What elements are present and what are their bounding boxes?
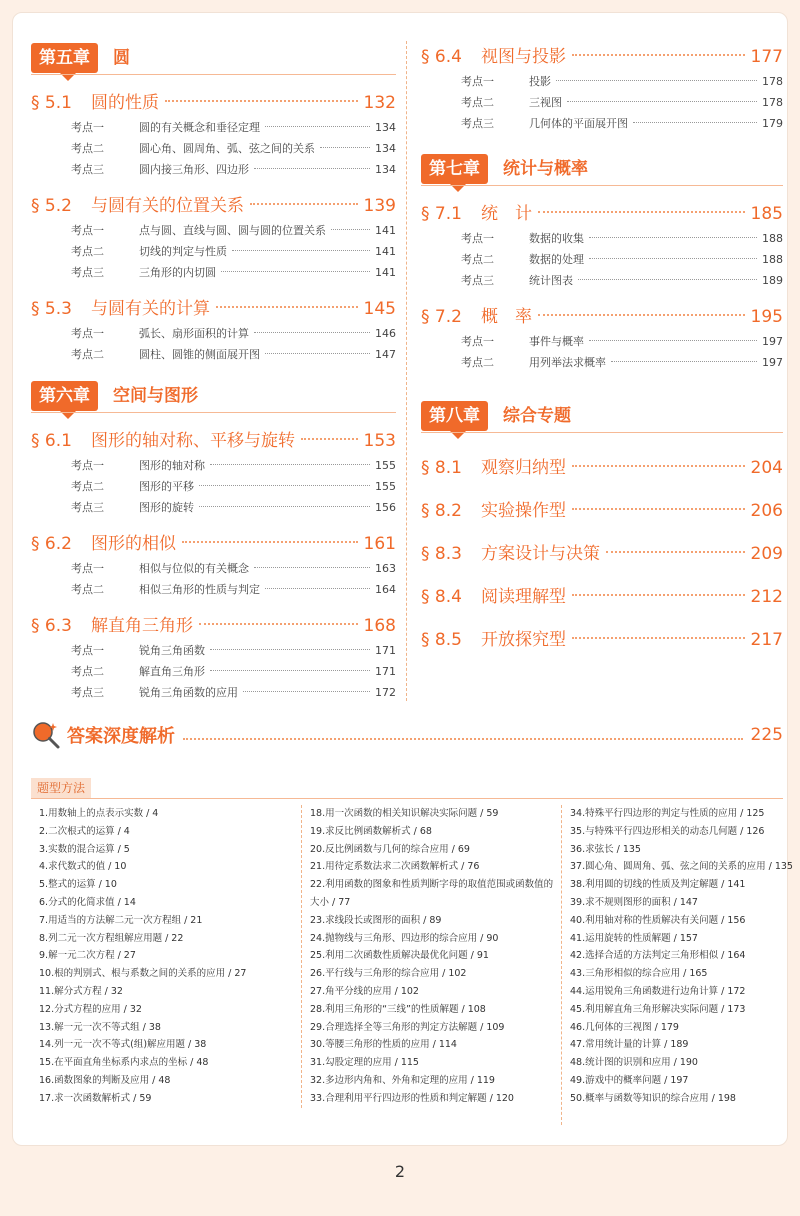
dot-leader — [250, 203, 358, 205]
section-title: 图形的相似 — [91, 534, 176, 554]
section-title: 观察归纳型 — [481, 458, 566, 478]
point-page: 197 — [762, 356, 783, 369]
point-page: 134 — [375, 121, 396, 134]
method-item[interactable]: 14.列一元一次不等式(组)解应用题 / 38 — [39, 1039, 207, 1051]
toc-card — [12, 12, 793, 1146]
point-title: 数据的收集 — [529, 232, 584, 245]
point-title: 点与圆、直线与圆、圆与圆的位置关系 — [139, 224, 326, 237]
dot-leader — [232, 250, 370, 251]
section-7-2[interactable] — [421, 303, 783, 331]
method-item[interactable]: 9.解一元二次方程 / 27 — [39, 950, 136, 962]
method-item[interactable]: 10.根的判别式、根与系数之间的关系的应用 / 27 — [39, 968, 247, 980]
dot-leader — [572, 594, 745, 596]
section-6-2[interactable] — [31, 530, 396, 558]
methods-rule — [31, 798, 783, 799]
method-item[interactable]: 26.平行线与三角形的综合应用 / 102 — [310, 968, 467, 980]
chapter-rule — [31, 412, 396, 413]
point-title: 圆柱、圆锥的侧面展开图 — [139, 348, 260, 361]
method-item[interactable]: 3.实数的混合运算 / 5 — [39, 843, 130, 855]
method-item[interactable]: 19.求反比例函数解析式 / 68 — [310, 825, 432, 837]
method-item[interactable]: 7.用适当的方法解二元一次方程组 / 21 — [39, 914, 203, 926]
method-item[interactable]: 25.利用二次函数性质解决最优化问题 / 91 — [310, 950, 489, 962]
point-title: 三视图 — [529, 96, 562, 109]
chapter-rule — [421, 185, 783, 186]
point-page: 134 — [375, 142, 396, 155]
point-item[interactable] — [31, 640, 396, 661]
method-item[interactable]: 4.求代数式的值 / 10 — [39, 861, 127, 873]
dot-leader — [567, 101, 757, 102]
point-label: 考点三 — [71, 501, 104, 514]
chapter-7-header — [421, 152, 783, 190]
method-item[interactable]: 29.合理选择全等三角形的判定方法解题 / 109 — [310, 1021, 505, 1033]
point-title: 统计图表 — [529, 274, 573, 287]
method-item[interactable]: 37.圆心角、圆周角、弧、弦之间的关系的应用 / 135 — [570, 861, 793, 873]
point-label: 考点二 — [71, 480, 104, 493]
point-label: 考点二 — [461, 96, 494, 109]
section-5-2[interactable] — [31, 192, 396, 220]
section-number: § 5.2 — [31, 196, 72, 216]
column-divider — [406, 41, 407, 701]
method-item[interactable]: 34.特殊平行四边形的判定与性质的应用 / 125 — [570, 808, 765, 819]
section-title: 图形的轴对称、平移与旋转 — [91, 431, 295, 451]
method-item[interactable]: 27.角平分线的应用 / 102 — [310, 985, 419, 997]
section-page: 132 — [363, 93, 396, 113]
section-page: 161 — [363, 534, 396, 554]
section-title: 概 率 — [481, 307, 532, 327]
point-page: 178 — [762, 75, 783, 88]
point-page: 155 — [375, 480, 396, 493]
point-label: 考点二 — [71, 245, 104, 258]
point-label: 考点二 — [71, 142, 104, 155]
point-label: 考点一 — [71, 224, 104, 237]
chapter-title: 统计与概率 — [503, 159, 588, 179]
method-item[interactable]: 13.解一元一次不等式组 / 38 — [39, 1021, 161, 1033]
point-title: 圆的有关概念和垂径定理 — [139, 121, 260, 134]
point-page: 189 — [762, 274, 783, 287]
method-item[interactable]: 12.分式方程的应用 / 32 — [39, 1003, 142, 1015]
dot-leader — [606, 551, 745, 553]
point-title: 圆内接三角形、四边形 — [139, 163, 249, 176]
chapter-6-header — [31, 379, 396, 417]
dot-leader — [556, 80, 757, 81]
method-item[interactable]: 21.用待定系数法求二次函数解析式 / 76 — [310, 861, 480, 873]
chapter-8-header — [421, 399, 783, 437]
point-label: 考点三 — [461, 117, 494, 130]
point-title: 三角形的内切圆 — [139, 266, 216, 279]
point-item[interactable] — [31, 323, 396, 344]
point-item[interactable] — [421, 249, 783, 270]
chapter-tag: 第五章 — [31, 43, 98, 73]
section-title: 统 计 — [481, 204, 532, 224]
dot-leader — [589, 237, 757, 238]
dot-leader — [199, 485, 370, 486]
answers-title: 答案深度解析 — [67, 726, 175, 747]
point-label: 考点一 — [461, 232, 494, 245]
method-item[interactable]: 43.三角形相似的综合应用 / 165 — [570, 968, 708, 980]
point-label: 考点三 — [71, 266, 104, 279]
section-page: 168 — [363, 616, 396, 636]
point-label: 考点三 — [461, 274, 494, 287]
method-item[interactable]: 49.游戏中的概率问题 / 197 — [570, 1074, 689, 1086]
dot-leader — [572, 637, 745, 639]
method-item[interactable]: 24.抛物线与三角形、四边形的综合应用 / 90 — [310, 932, 499, 944]
point-item[interactable] — [31, 558, 396, 579]
point-title: 数据的处理 — [529, 253, 584, 266]
methods-section — [31, 777, 793, 1135]
point-item[interactable] — [31, 682, 396, 703]
dot-leader — [538, 211, 745, 213]
point-page: 188 — [762, 253, 783, 266]
page-number: 2 — [394, 1162, 406, 1181]
point-label: 考点一 — [71, 562, 104, 575]
point-item[interactable] — [31, 579, 396, 600]
point-title: 图形的平移 — [139, 480, 194, 493]
section-6-3[interactable] — [31, 612, 396, 640]
section-page: 195 — [750, 307, 783, 327]
point-title: 图形的旋转 — [139, 501, 194, 514]
method-item[interactable]: 22.利用函数的图象和性质判断字母的取值范围或函数值的大小 / 77 — [310, 879, 554, 908]
section-number: § 6.3 — [31, 616, 72, 636]
point-page: 141 — [375, 245, 396, 258]
section-page: 139 — [363, 196, 396, 216]
method-item[interactable]: 16.函数图象的判断及应用 / 48 — [39, 1074, 171, 1086]
point-label: 考点一 — [461, 335, 494, 348]
section-5-3[interactable] — [31, 295, 396, 323]
point-item[interactable] — [31, 455, 396, 476]
dot-leader — [199, 623, 358, 625]
answers-page: 225 — [750, 725, 783, 745]
point-label: 考点三 — [71, 686, 104, 699]
point-label: 考点二 — [71, 583, 104, 596]
point-page: 179 — [762, 117, 783, 130]
toc-left-column — [31, 41, 396, 703]
section-number: § 8.1 — [421, 458, 462, 478]
dot-leader — [165, 100, 358, 102]
section-title: 与圆有关的计算 — [91, 299, 210, 319]
dot-leader — [183, 738, 743, 740]
point-page: 146 — [375, 327, 396, 340]
method-item[interactable]: 18.用一次函数的相关知识解决实际问题 / 59 — [310, 808, 499, 819]
method-item[interactable]: 39.求不规则图形的面积 / 147 — [570, 896, 698, 908]
section-number: § 5.3 — [31, 299, 72, 319]
section-number: § 6.1 — [31, 431, 72, 451]
point-item[interactable] — [421, 228, 783, 249]
point-page: 178 — [762, 96, 783, 109]
section-title: 与圆有关的位置关系 — [91, 196, 244, 216]
section-number: § 5.1 — [31, 93, 72, 113]
chapter-rule — [421, 432, 783, 433]
method-item[interactable]: 36.求弦长 / 135 — [570, 843, 641, 855]
section-8-3[interactable] — [421, 533, 783, 576]
method-item[interactable]: 6.分式的化简求值 / 14 — [39, 896, 136, 908]
section-number: § 6.2 — [31, 534, 72, 554]
method-item[interactable]: 40.利用轴对称的性质解决有关问题 / 156 — [570, 914, 746, 926]
section-number: § 8.5 — [421, 630, 462, 650]
point-title: 切线的判定与性质 — [139, 245, 227, 258]
point-item[interactable] — [421, 92, 783, 113]
chapter-title: 空间与图形 — [113, 386, 198, 406]
section-8-4[interactable] — [421, 576, 783, 619]
point-item[interactable] — [31, 138, 396, 159]
section-page: 204 — [750, 458, 783, 478]
section-6-1[interactable] — [31, 427, 396, 455]
section-8-5[interactable] — [421, 619, 783, 662]
point-title: 图形的轴对称 — [139, 459, 205, 472]
point-page: 163 — [375, 562, 396, 575]
point-page: 156 — [375, 501, 396, 514]
method-item[interactable]: 1.用数轴上的点表示实数 / 4 — [39, 808, 159, 819]
point-label: 考点一 — [461, 75, 494, 88]
section-title: 圆的性质 — [91, 93, 159, 113]
chapter-tag: 第六章 — [31, 381, 98, 411]
section-title: 方案设计与决策 — [481, 544, 600, 564]
point-item[interactable] — [31, 117, 396, 138]
point-label: 考点二 — [71, 665, 104, 678]
dot-leader — [611, 361, 757, 362]
point-label: 考点二 — [461, 253, 494, 266]
point-item[interactable] — [31, 220, 396, 241]
method-item[interactable]: 32.多边形内角和、外角和定理的应用 / 119 — [310, 1074, 495, 1086]
section-8-1[interactable] — [421, 447, 783, 490]
point-item[interactable] — [31, 159, 396, 180]
point-item[interactable] — [421, 331, 783, 352]
dot-leader — [221, 271, 370, 272]
section-number: § 8.3 — [421, 544, 462, 564]
section-7-1[interactable] — [421, 200, 783, 228]
section-title: 开放探究型 — [481, 630, 566, 650]
point-item[interactable] — [31, 476, 396, 497]
method-item[interactable]: 48.统计图的识别和应用 / 190 — [570, 1057, 698, 1069]
section-page: 145 — [363, 299, 396, 319]
section-page: 217 — [750, 630, 783, 650]
section-page: 153 — [363, 431, 396, 451]
point-title: 相似与位似的有关概念 — [139, 562, 249, 575]
method-item[interactable]: 47.常用统计量的计算 / 189 — [570, 1039, 689, 1051]
chapter-tag: 第八章 — [421, 401, 488, 431]
dot-leader — [589, 340, 757, 341]
dot-leader — [331, 229, 370, 230]
point-title: 锐角三角函数 — [139, 644, 205, 657]
point-title: 圆心角、圆周角、弧、弦之间的关系 — [139, 142, 315, 155]
section-page: 206 — [750, 501, 783, 521]
point-title: 几何体的平面展开图 — [529, 117, 628, 130]
chapter-title: 综合专题 — [503, 406, 571, 426]
section-6-4[interactable] — [421, 43, 783, 71]
method-item[interactable]: 5.整式的运算 / 10 — [39, 879, 117, 891]
point-item[interactable] — [421, 352, 783, 373]
point-item[interactable] — [421, 71, 783, 92]
method-item[interactable]: 45.利用解直角三角形解决实际问题 / 173 — [570, 1003, 746, 1015]
method-item[interactable]: 2.二次根式的运算 / 4 — [39, 825, 130, 837]
point-page: 134 — [375, 163, 396, 176]
method-item[interactable]: 41.运用旋转的性质解题 / 157 — [570, 932, 698, 944]
section-page: 177 — [750, 47, 783, 67]
section-number: § 6.4 — [421, 47, 462, 67]
chapter-5-header — [31, 41, 396, 79]
point-page: 172 — [375, 686, 396, 699]
methods-column-2 — [301, 805, 560, 1108]
dot-leader — [633, 122, 757, 123]
point-item[interactable] — [31, 661, 396, 682]
point-title: 弧长、扇形面积的计算 — [139, 327, 249, 340]
method-item[interactable]: 20.反比例函数与几何的综合应用 / 69 — [310, 843, 470, 855]
point-item[interactable] — [31, 262, 396, 283]
point-label: 考点二 — [461, 356, 494, 369]
method-item[interactable]: 17.求一次函数解析式 / 59 — [39, 1092, 152, 1104]
point-label: 考点一 — [71, 327, 104, 340]
dot-leader — [254, 332, 370, 333]
methods-header: 题型方法 — [31, 778, 91, 798]
dot-leader — [243, 691, 370, 692]
section-title: 解直角三角形 — [91, 616, 193, 636]
point-label: 考点一 — [71, 459, 104, 472]
dot-leader — [320, 147, 370, 148]
dot-leader — [572, 465, 745, 467]
point-page: 147 — [375, 348, 396, 361]
dot-leader — [210, 649, 370, 650]
point-title: 相似三角形的性质与判定 — [139, 583, 260, 596]
point-label: 考点二 — [71, 348, 104, 361]
methods-column-1 — [39, 805, 291, 1108]
method-item[interactable]: 35.与特殊平行四边形相关的动态几何题 / 126 — [570, 825, 765, 837]
point-item[interactable] — [31, 344, 396, 365]
point-label: 考点一 — [71, 121, 104, 134]
section-5-1[interactable] — [31, 89, 396, 117]
dot-leader — [210, 464, 370, 465]
point-page: 171 — [375, 644, 396, 657]
dot-leader — [589, 258, 757, 259]
dot-leader — [216, 306, 358, 308]
point-title: 用列举法求概率 — [529, 356, 606, 369]
chapter-tag: 第七章 — [421, 154, 488, 184]
point-page: 141 — [375, 266, 396, 279]
dot-leader — [182, 541, 358, 543]
section-8-2[interactable] — [421, 490, 783, 533]
point-item[interactable] — [421, 270, 783, 291]
dot-leader — [254, 168, 370, 169]
point-page: 197 — [762, 335, 783, 348]
chapter-title: 圆 — [113, 48, 130, 68]
point-label: 考点三 — [71, 163, 104, 176]
methods-column-3 — [561, 805, 793, 1125]
point-title: 投影 — [529, 75, 551, 88]
method-item[interactable]: 46.几何体的三视图 / 179 — [570, 1021, 679, 1033]
magnifier-icon — [31, 720, 61, 750]
dot-leader — [265, 353, 370, 354]
dot-leader — [265, 126, 370, 127]
dot-leader — [265, 588, 370, 589]
point-item[interactable] — [31, 497, 396, 518]
toc-right-column — [421, 41, 783, 662]
dot-leader — [254, 567, 370, 568]
section-title: 视图与投影 — [481, 47, 566, 67]
method-item[interactable]: 8.列二元一次方程组解应用题 / 22 — [39, 932, 184, 944]
method-item[interactable]: 38.利用圆的切线的性质及判定解题 / 141 — [570, 879, 746, 891]
point-title: 事件与概率 — [529, 335, 584, 348]
point-page: 164 — [375, 583, 396, 596]
point-item[interactable] — [31, 241, 396, 262]
section-number: § 8.2 — [421, 501, 462, 521]
method-item[interactable]: 15.在平面直角坐标系内求点的坐标 / 48 — [39, 1057, 209, 1069]
chapter-rule — [31, 74, 396, 75]
method-item[interactable]: 42.选择合适的方法判定三角形相似 / 164 — [570, 950, 746, 962]
dot-leader — [301, 438, 358, 440]
section-page: 209 — [750, 544, 783, 564]
dot-leader — [572, 508, 745, 510]
method-item[interactable]: 11.解分式方程 / 32 — [39, 985, 123, 997]
section-number: § 7.2 — [421, 307, 462, 327]
point-label: 考点一 — [71, 644, 104, 657]
point-page: 171 — [375, 665, 396, 678]
point-page: 188 — [762, 232, 783, 245]
method-item[interactable]: 31.勾股定理的应用 / 115 — [310, 1057, 419, 1069]
dot-leader — [538, 314, 745, 316]
section-page: 212 — [750, 587, 783, 607]
dot-leader — [199, 506, 370, 507]
method-item[interactable]: 28.利用三角形的“三线”的性质解题 / 108 — [310, 1003, 486, 1015]
answers-entry[interactable] — [31, 718, 783, 752]
section-page: 185 — [750, 204, 783, 224]
section-title: 阅读理解型 — [481, 587, 566, 607]
point-page: 141 — [375, 224, 396, 237]
point-title: 解直角三角形 — [139, 665, 205, 678]
section-number: § 7.1 — [421, 204, 462, 224]
method-item[interactable]: 23.求线段长或图形的面积 / 89 — [310, 914, 442, 926]
dot-leader — [572, 54, 745, 56]
method-item[interactable]: 33.合理利用平行四边形的性质和判定解题 / 120 — [310, 1092, 514, 1104]
section-number: § 8.4 — [421, 587, 462, 607]
point-page: 155 — [375, 459, 396, 472]
point-item[interactable] — [421, 113, 783, 134]
point-title: 锐角三角函数的应用 — [139, 686, 238, 699]
method-item[interactable]: 30.等腰三角形的性质的应用 / 114 — [310, 1039, 457, 1051]
section-title: 实验操作型 — [481, 501, 566, 521]
method-item[interactable]: 44.运用锐角三角函数进行边角计算 / 172 — [570, 985, 746, 997]
dot-leader — [578, 279, 757, 280]
dot-leader — [210, 670, 370, 671]
method-item[interactable]: 50.概率与函数等知识的综合应用 / 198 — [570, 1092, 736, 1104]
